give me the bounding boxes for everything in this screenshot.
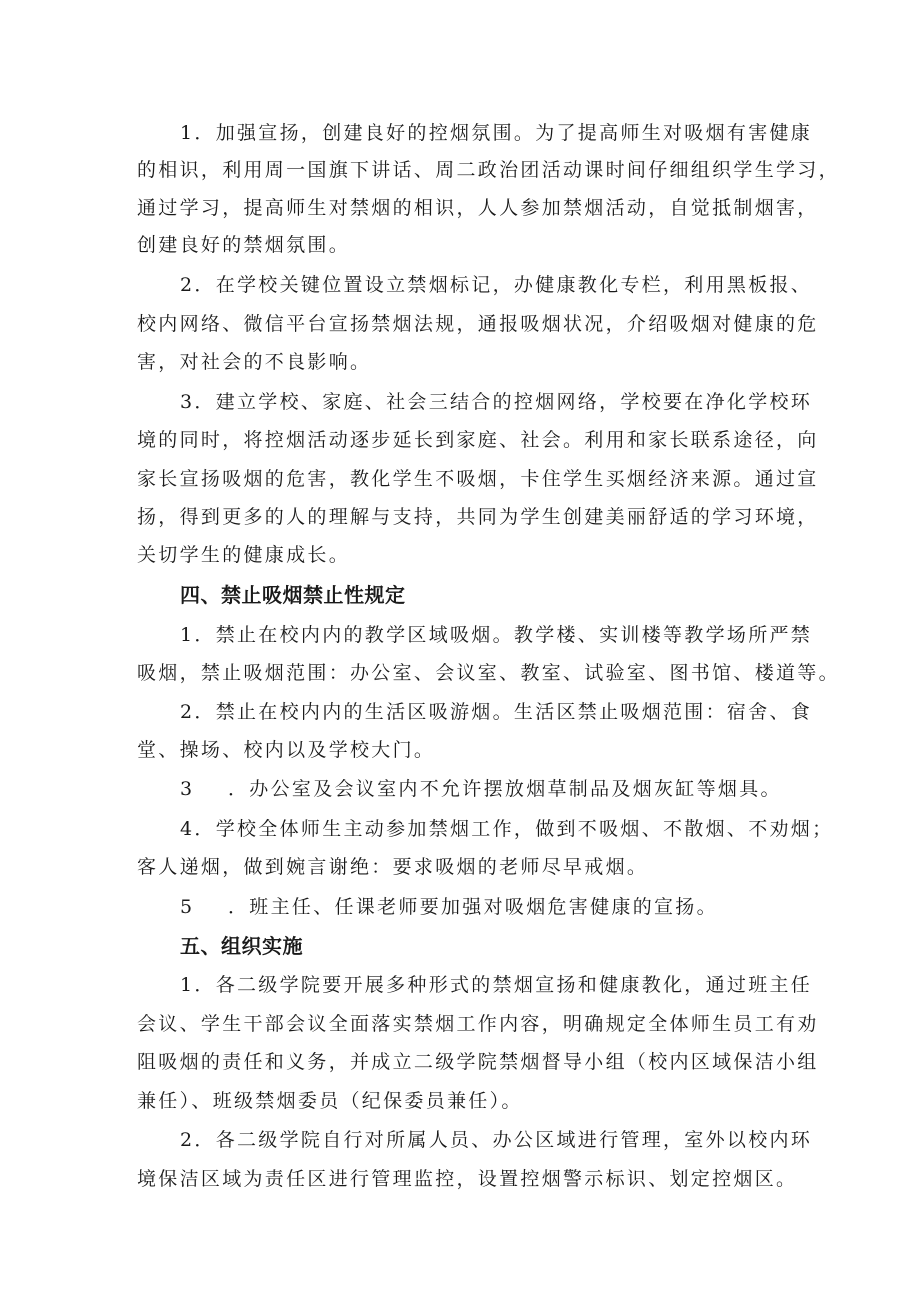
section-heading: 四、禁止吸烟禁止性规定 bbox=[180, 583, 406, 607]
paragraph-line: 堂、操场、校内以及学校大门。 bbox=[137, 739, 436, 761]
item-number: 5 bbox=[180, 896, 195, 918]
paragraph-line bbox=[180, 895, 718, 919]
paragraph-line: 关切学生的健康成长。 bbox=[137, 544, 351, 566]
paragraph-line: 家长宣扬吸烟的危害，教化学生不吸烟，卡住学生买烟经济来源。通过宣 bbox=[137, 468, 819, 490]
paragraph-line: 客人递烟，做到婉言谢绝：要求吸烟的老师尽早戒烟。 bbox=[137, 856, 649, 878]
paragraph-line: 创建良好的禁烟氛围。 bbox=[137, 234, 351, 256]
paragraph-line: 2．各二级学院自行对所属人员、办公区域进行管理，室外以校内环 bbox=[180, 1129, 813, 1151]
item-number: 3 bbox=[180, 778, 195, 800]
paragraph-line: 1．加强宣扬，创建良好的控烟氛围。为了提高师生对吸烟有害健康 bbox=[180, 122, 813, 144]
paragraph-line bbox=[180, 777, 782, 801]
paragraph-line: 吸烟，禁止吸烟范围：办公室、会议室、教室、试验室、图书馆、楼道等。 bbox=[137, 662, 840, 684]
paragraph-line: 1．各二级学院要开展多种形式的禁烟宣扬和健康教化，通过班主任 bbox=[180, 974, 813, 996]
paragraph-line: 境的同时，将控烟活动逐步延长到家庭、社会。利用和家长联系途径，向 bbox=[137, 429, 819, 451]
paragraph-line: 害，对社会的不良影响。 bbox=[137, 351, 372, 373]
paragraph-line: 的相识，利用周一国旗下讲话、周二政治团活动课时间仔细组织学生学习， bbox=[137, 159, 840, 181]
paragraph-line: 4．学校全体师生主动参加禁烟工作，做到不吸烟、不散烟、不劝烟； bbox=[180, 818, 834, 840]
paragraph-line: 通过学习，提高师生对禁烟的相识，人人参加禁烟活动，自觉抵制烟害， bbox=[137, 197, 819, 219]
paragraph-line: 扬，得到更多的人的理解与支持，共同为学生创建美丽舒适的学习环境， bbox=[137, 506, 819, 528]
paragraph-line: 3．建立学校、家庭、社会三结合的控烟网络，学校要在净化学校环 bbox=[180, 391, 813, 413]
paragraph-line: 境保洁区域为责任区进行管理监控，设置控烟警示标识、划定控烟区。 bbox=[137, 1168, 798, 1190]
paragraph-line: 兼任）、班级禁烟委员（纪保委员兼任）。 bbox=[137, 1090, 523, 1112]
paragraph-line: 2．禁止在校内内的生活区吸游烟。生活区禁止吸烟范围：宿舍、食 bbox=[180, 701, 813, 723]
item-text: ．班主任、任课老师要加强对吸烟危害健康的宣扬。 bbox=[228, 896, 718, 918]
section-heading: 五、组织实施 bbox=[180, 934, 303, 958]
paragraph-line: 校内网络、微信平台宣扬禁烟法规，通报吸烟状况，介绍吸烟对健康的危 bbox=[137, 313, 819, 335]
paragraph-line: 会议、学生干部会议全面落实禁烟工作内容，明确规定全体师生员工有劝 bbox=[137, 1013, 819, 1035]
item-text: ．办公室及会议室内不允许摆放烟草制品及烟灰缸等烟具。 bbox=[228, 778, 782, 800]
paragraph-line: 1．禁止在校内内的教学区域吸烟。教学楼、实训楼等教学场所严禁 bbox=[180, 624, 813, 646]
paragraph-line: 阻吸烟的责任和义务，并成立二级学院禁烟督导小组（校内区域保洁小组 bbox=[137, 1051, 819, 1073]
paragraph-line: 2．在学校关键位置设立禁烟标记，办健康教化专栏，利用黑板报、 bbox=[180, 274, 813, 296]
